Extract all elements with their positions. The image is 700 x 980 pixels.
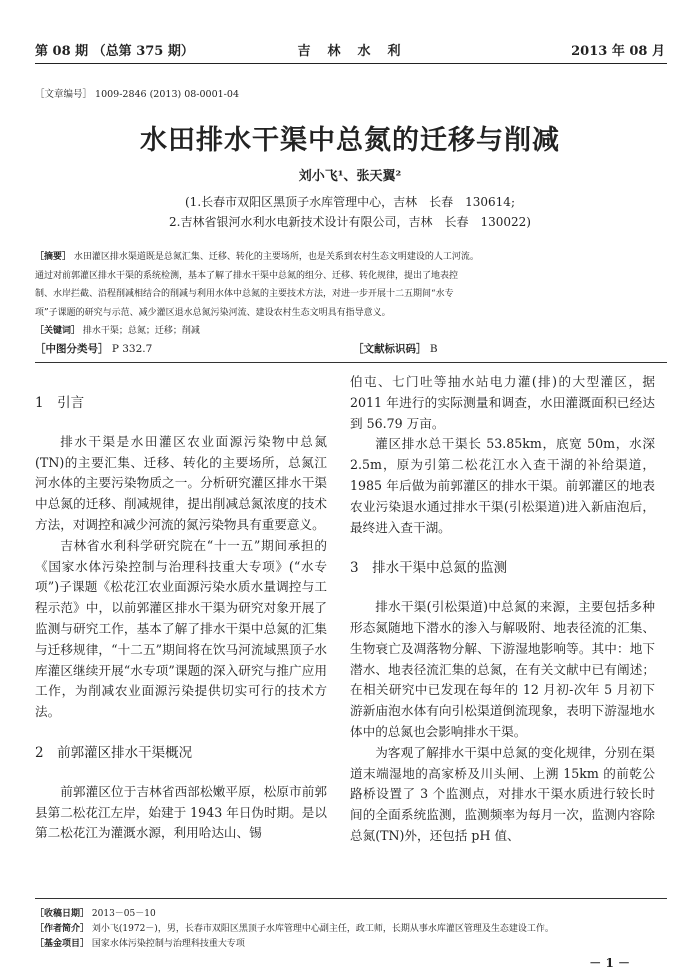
right-column (350, 372, 655, 847)
document-code: ［文献标识码］ B (353, 343, 438, 355)
footnote-rule (35, 898, 667, 899)
section-2-title: 2 前郭灌区排水干渠概况 (35, 744, 193, 761)
paragraph: 排水干渠(引松渠道)中总氮的来源，主要包括多种形态氮随地下潜水的渗入与解吸附、地表径流的汇集、生物衰亡及凋落物分解、下游湿地影响等。其中：地下潜水、地表径流汇集的总氮，在有关文献中已有阐述；在相关研究中已发现在每年的 12 月初-次年 5 月初下游新庙泡水体有向引松渠道倒流现象，表明下游湿地水体中的总氮也会影响排水干渠。 (350, 599, 655, 739)
footnote-received: ［收稿日期］ 2013－05－10 (35, 909, 156, 919)
page-number: － 1 － (589, 956, 630, 970)
paragraph: 为客观了解排水干渠中总氮的变化规律，分别在渠道末端湿地的高家桥及川头闸、上溯 15km 的前乾公路桥设置了 3 个监测点，对排水干渠水质进行较长时间的全面系统监测，监测频率为每月一次，监测内容除总氮(TN)外，还包括 pH 值、 (350, 744, 655, 843)
paragraph: 前郭灌区位于吉林省西部松嫩平原，松原市前郭县第二松花江左岸，始建于 1943 年日伪时期。是以第二松花江为灌溉水源，利用哈达山、锡 (35, 783, 327, 841)
section-3-title: 3 排水干渠中总氮的监测 (350, 560, 508, 577)
paragraph: 伯屯、七门吐等抽水站电力灌(排)的大型灌区，据 2011 年进行的实际测量和调查，水田灌溉面积已经达到 56.79 万亩。 (350, 374, 655, 431)
abstract-line-2: 通过对前郭灌区排水干渠的系统检测，基本了解了排水干渠中总氮的组分、迁移、转化规律，提出了地表控 (35, 270, 459, 281)
paragraph: 排水干渠是水田灌区农业面源污染物中总氮(TN)的主要汇集、迁移、转化的主要场所，总氮江河水体的主要污染物质之一。分析研究灌区排水干渠中总氮的迁移、削减规律，提出削减总氮浓度的技术方法，对调控和减少河流的氮污染物具有重要意义。 (35, 433, 327, 532)
abstract-line-1: ［摘要］ 水田灌区排水渠道既是总氮汇集、迁移、转化的主要场所，也是关系到农村生态文明建设的人工河流。 (35, 252, 479, 262)
abstract-line-4: 项”子课题的研究与示范、减少灌区退水总氮污染河流、建设农村生态文明具有指导意义。 (35, 307, 391, 318)
abstract-rule (35, 362, 667, 363)
clc-number: ［中图分类号］ P 332.7 (35, 343, 153, 355)
abstract (35, 248, 665, 341)
header-issue: 第 08 期 （总第 375 期） (35, 44, 194, 59)
footnote-fund: ［基金项目］ 国家水体污染控制与治理科技重大专项 (35, 939, 245, 949)
keywords: ［关键词］ 排水干渠；总氮；迁移；削减 (35, 326, 200, 336)
paper-title: 水田排水干渠中总氮的迁移与削减 (140, 125, 560, 156)
authors: 刘小飞¹、张天翼² (298, 169, 402, 184)
header-rule (35, 63, 667, 64)
keywords-label: ［关键词］ (35, 326, 81, 336)
article-number: ［文章编号］ 1009-2846 (2013) 08-0001-04 (35, 89, 239, 100)
section-1-title: 1 引言 (35, 395, 85, 411)
affiliation-2: 2.吉林省银河水利水电新技术设计有限公司，吉林 长春 130022) (169, 215, 531, 229)
header-journal: 吉 林 水 利 (297, 44, 403, 59)
abstract-line-3: 制、水岸拦截、沿程削减相结合的削减与利用水体中总氮的主要技术方法，对进一步开展十二五期间“水专 (35, 289, 454, 299)
abstract-label: ［摘要］ (35, 252, 72, 262)
paragraph: 灌区排水总干渠长 53.85km，底宽 50m，水深 2.5m，原为引第二松花江水入查干湖的补给渠道，1985 年后做为前郭灌区的排水干渠。前郭灌区的地表农业污染退水通过排水干渠(引松渠道)进入新庙泡后，最终进入查干湖。 (350, 436, 655, 535)
footnote-author: ［作者简介］ 刘小飞(1972－)，男，长春市双阳区黑顶子水库管理中心副主任，政工师，长期从事水库灌区管理及生态建设工作。 (35, 924, 554, 934)
affiliation-1: (1.长春市双阳区黑顶子水库管理中心，吉林 长春 130614; (185, 195, 515, 209)
left-column (35, 393, 327, 844)
paragraph: 吉林省水利科学研究院在“十一五”期间承担的《国家水体污染控制与治理科技重大专项》(“水专项”)子课题《松花江农业面源污染水质水量调控与工程示范》中，以前郭灌区排水干渠为研究对象开展了监测与研究工作，基本了解了排水干渠中总氮的汇集与迁移规律，“十二五”期间将在饮马河流域黑顶子水库灌区继续开展“水专项”课题的深入研究与推广应用工作，为削减农业面源污染提供切实可行的技术方法。 (35, 537, 327, 720)
header-date: 2013 年 08 月 (571, 44, 665, 59)
